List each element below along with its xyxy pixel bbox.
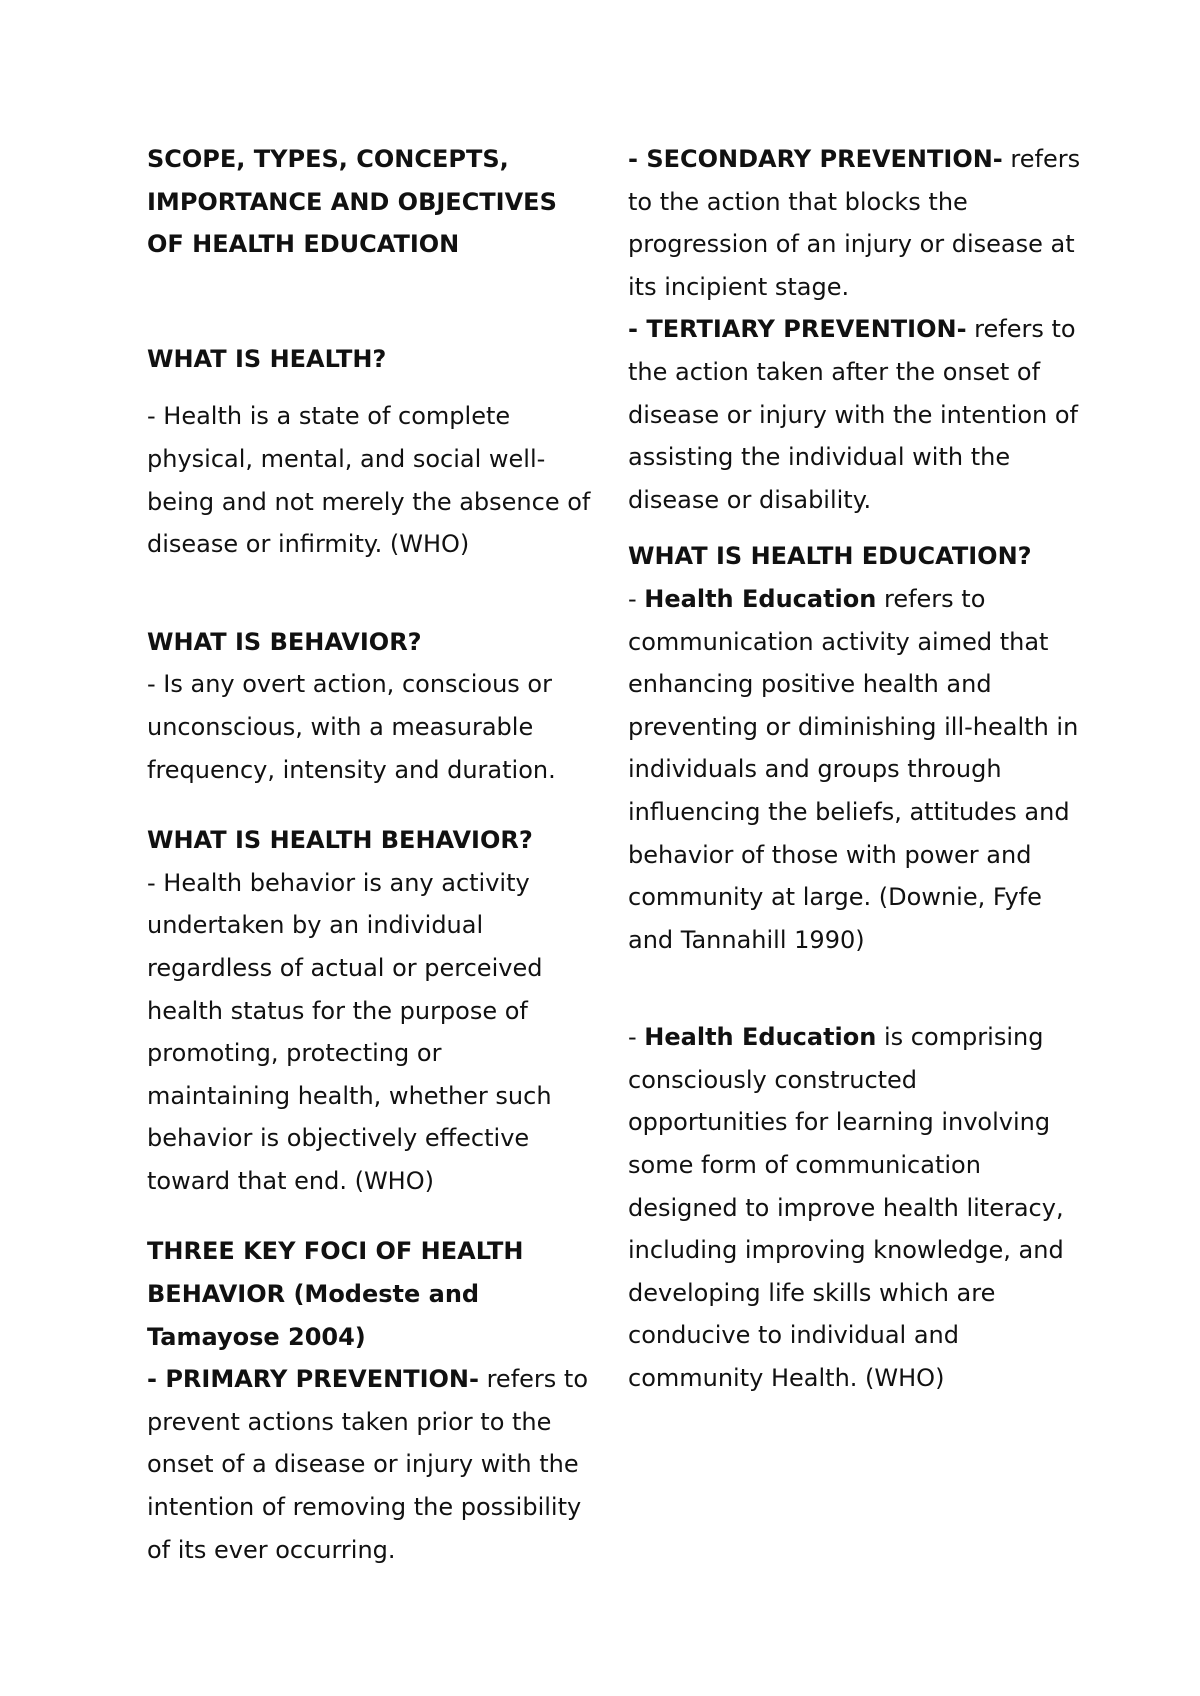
title-line-2: IMPORTANCE AND OBJECTIVES	[147, 187, 557, 216]
left-column	[147, 138, 592, 1571]
title-line-3: OF HEALTH EDUCATION	[147, 230, 460, 259]
tertiary-prevention	[628, 308, 1083, 521]
health-behavior-heading: WHAT IS HEALTH BEHAVIOR?	[147, 826, 533, 855]
health-education-heading: WHAT IS HEALTH EDUCATION?	[628, 542, 1032, 571]
health-definition: - Health is a state of complete physical, mental, and social well-being and not merely the absence of disease or infirmity. (WHO)	[147, 402, 591, 559]
health-heading: WHAT IS HEALTH?	[147, 344, 387, 373]
tertiary-prevention-label: - TERTIARY PREVENTION-	[628, 315, 967, 344]
tertiary-prevention-text: refers to the action taken after the onset of disease or injury with the intention of assisting the individual with the disease or disability.	[628, 315, 1078, 514]
health-education-term-1: Health Education	[644, 584, 877, 613]
health-education-definition-1: - Health Education refers to communication activity aimed that enhancing positive health and preventing or diminishing ill-health in individuals and groups through influencing the beliefs, attitudes and behavior of those with power and community at large. (Downie, Fyfe and Tannahill 1990)	[628, 584, 1079, 954]
foci-heading: THREE KEY FOCI OF HEALTH BEHAVIOR (Modeste and Tamayose 2004)	[147, 1237, 524, 1351]
secondary-prevention-label: - SECONDARY PREVENTION-	[628, 145, 1003, 173]
health-education-definition-2: - Health Education is comprising consciously constructed opportunities for learning involving some form of communication designed to improve health literacy, including improving knowledge, and developing life skills which are conducive to individual and community Health. (WHO)	[628, 1023, 1064, 1393]
right-column	[628, 138, 1083, 1400]
primary-prevention-label: - PRIMARY PREVENTION-	[147, 1365, 479, 1394]
health-education-term-2: Health Education	[644, 1023, 877, 1052]
title-line-1: SCOPE, TYPES, CONCEPTS,	[147, 145, 509, 173]
secondary-prevention	[628, 138, 1083, 308]
document-title	[147, 138, 592, 266]
behavior-definition: - Is any overt action, conscious or unconscious, with a measurable frequency, intensity and duration.	[147, 670, 556, 784]
primary-prevention-start	[147, 1358, 592, 1571]
secondary-prevention-text: refers to the action that blocks the progression of an injury or disease at its incipient stage.	[628, 145, 1081, 301]
health-behavior-definition: - Health behavior is any activity undertaken by an individual regardless of actual or perceived health status for the purpose of promoting, protecting or maintaining health, whether such behavior is objectively effective toward that end. (WHO)	[147, 868, 552, 1195]
behavior-heading: WHAT IS BEHAVIOR?	[147, 627, 422, 656]
primary-prevention-text: refers to prevent actions taken prior to the onset of a disease or injury with the intention of removing the possibility of its ever occurring.	[147, 1365, 588, 1564]
